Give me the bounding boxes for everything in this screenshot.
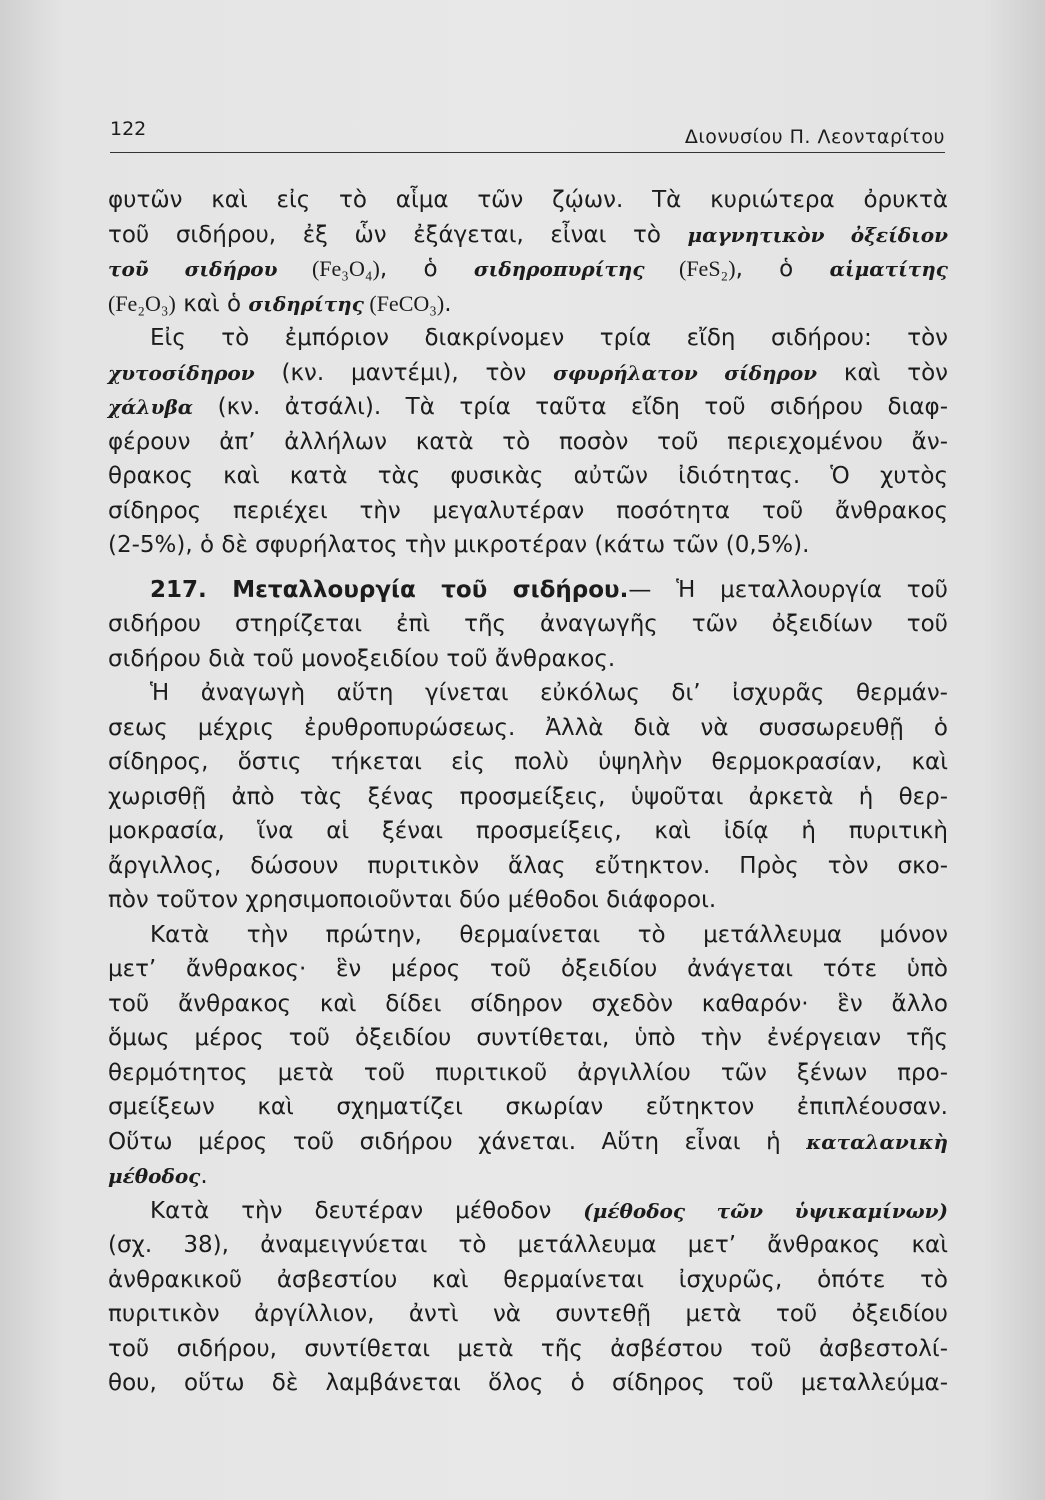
text-run: . bbox=[444, 290, 452, 317]
text-line bbox=[108, 528, 948, 563]
text-line bbox=[108, 676, 948, 711]
text-line bbox=[108, 987, 948, 1022]
italic-term: σιδηρίτης bbox=[248, 291, 364, 316]
text-run: σμείξεων καὶ σχηματίζει σκωρίαν εὔτηκτον ἐπιπλέουσαν. bbox=[108, 1094, 948, 1120]
text-line bbox=[108, 745, 948, 780]
text-line bbox=[108, 814, 948, 849]
text-line bbox=[108, 1332, 948, 1367]
text-run: τοῦ σιδήρου, ἐξ ὧν ἐξάγεται, εἶναι τὸ bbox=[108, 221, 688, 248]
text-line bbox=[108, 1366, 948, 1401]
text-run: σίδηρος, ὅστις τήκεται εἰς πολὺ ὑψηλὴν θερμοκρασίαν, καὶ bbox=[108, 749, 948, 775]
chemical-formula: (FeCO₃) bbox=[363, 290, 445, 316]
text-run: φυτῶν καὶ εἰς τὸ αἷμα τῶν ζῴων. Τὰ κυριώτερα ὀρυκτὰ bbox=[108, 187, 948, 213]
text-run: Κατὰ τὴν πρώτην, θερμαίνεται τὸ μετάλλευμα μόνον bbox=[150, 921, 948, 948]
italic-term: χυτοσίδηρον bbox=[108, 360, 255, 385]
text-line bbox=[108, 607, 948, 642]
text-run: θρακος καὶ κατὰ τὰς φυσικὰς αὐτῶν ἰδιότητας. Ὁ χυτὸς bbox=[108, 463, 948, 489]
italic-term: (μέθοδος τῶν ὑψικαμίνων) bbox=[583, 1198, 948, 1223]
chemical-formula: (Fe₃O₄) bbox=[277, 256, 380, 281]
page-header bbox=[110, 112, 945, 153]
text-line bbox=[108, 218, 948, 253]
text-line bbox=[108, 459, 948, 494]
text-run: ἀνθρακικοῦ ἀσβεστίου καὶ θερμαίνεται ἰσχυρῶς, ὁπότε τὸ bbox=[108, 1266, 948, 1293]
text-line bbox=[108, 183, 948, 218]
text-run: θερμότητος μετὰ τοῦ πυριτικοῦ ἀργιλλίου τῶν ξένων προ- bbox=[108, 1059, 948, 1086]
text-line bbox=[108, 780, 948, 815]
page-number: 122 bbox=[110, 118, 147, 140]
italic-term: μέθοδος bbox=[108, 1164, 201, 1188]
text-run: τοῦ ἄνθρακος καὶ δίδει σίδηρον σχεδὸν καθαρόν· ἓν ἄλλο bbox=[108, 990, 948, 1017]
text-run: πὸν τοῦτον χρησιμοποιοῦνται δύο μέθοδοι διάφοροι. bbox=[108, 887, 717, 913]
section-heading: 217. Μεταλλουργία τοῦ σιδήρου. bbox=[150, 576, 629, 603]
italic-term: μαγνητικὸν ὀξείδιον bbox=[687, 222, 948, 247]
text-run: Εἰς τὸ ἐμπόριον διακρίνομεν τρία εἴδη σιδήρου: τὸν bbox=[150, 325, 948, 351]
text-line bbox=[108, 425, 948, 460]
text-run: (κν. ἀτσάλι). Τὰ τρία ταῦτα εἴδη τοῦ σιδήρου διαφ- bbox=[193, 394, 948, 420]
chemical-formula: (FeS₂) bbox=[644, 256, 736, 281]
text-line bbox=[108, 1090, 948, 1125]
text-line bbox=[108, 287, 948, 322]
text-run: (κν. μαντέμι), τὸν bbox=[254, 359, 554, 386]
text-line bbox=[108, 952, 948, 987]
text-run: Ἡ ἀναγωγὴ αὕτη γίνεται εὐκόλως δι’ ἰσχυρᾶς θερμάν- bbox=[150, 680, 948, 706]
text-run: καὶ ὁ bbox=[175, 290, 249, 317]
text-line bbox=[108, 1228, 948, 1263]
text-line bbox=[108, 1056, 948, 1091]
text-run: ἄργιλλος, δώσουν πυριτικὸν ἅλας εὔτηκτον. Πρὸς τὸν σκο- bbox=[108, 852, 948, 879]
text-run: καὶ τὸν bbox=[817, 359, 949, 386]
text-run: χωρισθῇ ἀπὸ τὰς ξένας προσμείξεις, ὑψοῦται ἀρκετὰ ἡ θερ- bbox=[108, 783, 948, 810]
italic-term: καταλανικὴ bbox=[806, 1129, 948, 1154]
section-gap bbox=[108, 563, 948, 573]
text-line bbox=[108, 573, 948, 608]
text-line bbox=[108, 1021, 948, 1056]
text-line bbox=[108, 1297, 948, 1332]
text-line bbox=[108, 849, 948, 884]
text-run: Οὕτω μέρος τοῦ σιδήρου χάνεται. Αὕτη εἶναι ἡ bbox=[108, 1128, 807, 1155]
italic-term: σιδηροπυρίτης bbox=[473, 257, 645, 281]
text-run: σιδήρου διὰ τοῦ μονοξειδίου τοῦ ἄνθρακος. bbox=[108, 645, 616, 672]
running-head: Διονυσίου Π. Λεονταρίτου bbox=[684, 126, 945, 148]
text-run: Κατὰ τὴν δευτέραν μέθοδον bbox=[150, 1197, 584, 1224]
text-line bbox=[108, 1263, 948, 1298]
text-run: σεως μέχρις ἐρυθροπυρώσεως. Ἀλλὰ διὰ νὰ συσσωρευθῇ ὁ bbox=[108, 714, 948, 741]
text-line bbox=[108, 918, 948, 953]
italic-term: χάλυβα bbox=[108, 395, 194, 419]
text-line bbox=[108, 1125, 948, 1160]
italic-term: σφυρήλατον σίδηρον bbox=[553, 360, 818, 385]
text-line bbox=[108, 494, 948, 529]
text-run: — Ἡ μεταλλουργία τοῦ bbox=[628, 576, 948, 603]
text-line bbox=[108, 390, 948, 425]
text-run: θου, οὕτω δὲ λαμβάνεται ὅλος ὁ σίδηρος τοῦ μεταλλεύμα- bbox=[108, 1370, 948, 1396]
text-run: φέρουν ἀπ’ ἀλλήλων κατὰ τὸ ποσὸν τοῦ περιεχομένου ἄν- bbox=[108, 428, 948, 455]
text-run: , ὁ bbox=[735, 256, 830, 282]
text-run: ὅμως μέρος τοῦ ὀξειδίου συντίθεται, ὑπὸ τὴν ἐνέργειαν τῆς bbox=[108, 1025, 948, 1051]
text-run: μετ’ ἄνθρακος· ἓν μέρος τοῦ ὀξειδίου ἀνάγεται τότε ὑπὸ bbox=[108, 956, 948, 982]
italic-term: τοῦ σιδήρου bbox=[108, 257, 278, 281]
text-run: (σχ. 38), ἀναμειγνύεται τὸ μετάλλευμα μετ’ ἄνθρακος καὶ bbox=[108, 1232, 948, 1258]
italic-term: αἱματίτης bbox=[829, 257, 948, 281]
text-run: μοκρασία, ἵνα αἱ ξέναι προσμείξεις, καὶ ἰδίᾳ ἡ πυριτικὴ bbox=[108, 818, 948, 844]
text-run: σίδηρος περιέχει τὴν μεγαλυτέραν ποσότητα τοῦ ἄνθρακος bbox=[108, 497, 948, 524]
text-line bbox=[108, 883, 948, 918]
text-run: τοῦ σιδήρου, συντίθεται μετὰ τῆς ἀσβέστου τοῦ ἀσβεστολί- bbox=[108, 1335, 948, 1362]
text-run: (2-5%), ὁ δὲ σφυρήλατος τὴν μικροτέραν (κάτω τῶν (0,5%). bbox=[108, 532, 810, 558]
body-text bbox=[108, 183, 948, 1401]
text-line bbox=[108, 642, 948, 677]
text-line bbox=[108, 1194, 948, 1229]
text-line bbox=[108, 711, 948, 746]
text-line bbox=[108, 321, 948, 356]
text-line bbox=[108, 356, 948, 391]
text-run: , ὁ bbox=[379, 256, 474, 282]
text-run: πυριτικὸν ἀργίλλιον, ἀντὶ νὰ συντεθῇ μετὰ τοῦ ὀξειδίου bbox=[108, 1301, 948, 1327]
text-line bbox=[108, 1159, 948, 1194]
text-run: . bbox=[200, 1163, 208, 1189]
chemical-formula: (Fe₂O₃) bbox=[108, 290, 176, 316]
text-run: σιδήρου στηρίζεται ἐπὶ τῆς ἀναγωγῆς τῶν ὀξειδίων τοῦ bbox=[108, 611, 948, 637]
text-line bbox=[108, 252, 948, 287]
